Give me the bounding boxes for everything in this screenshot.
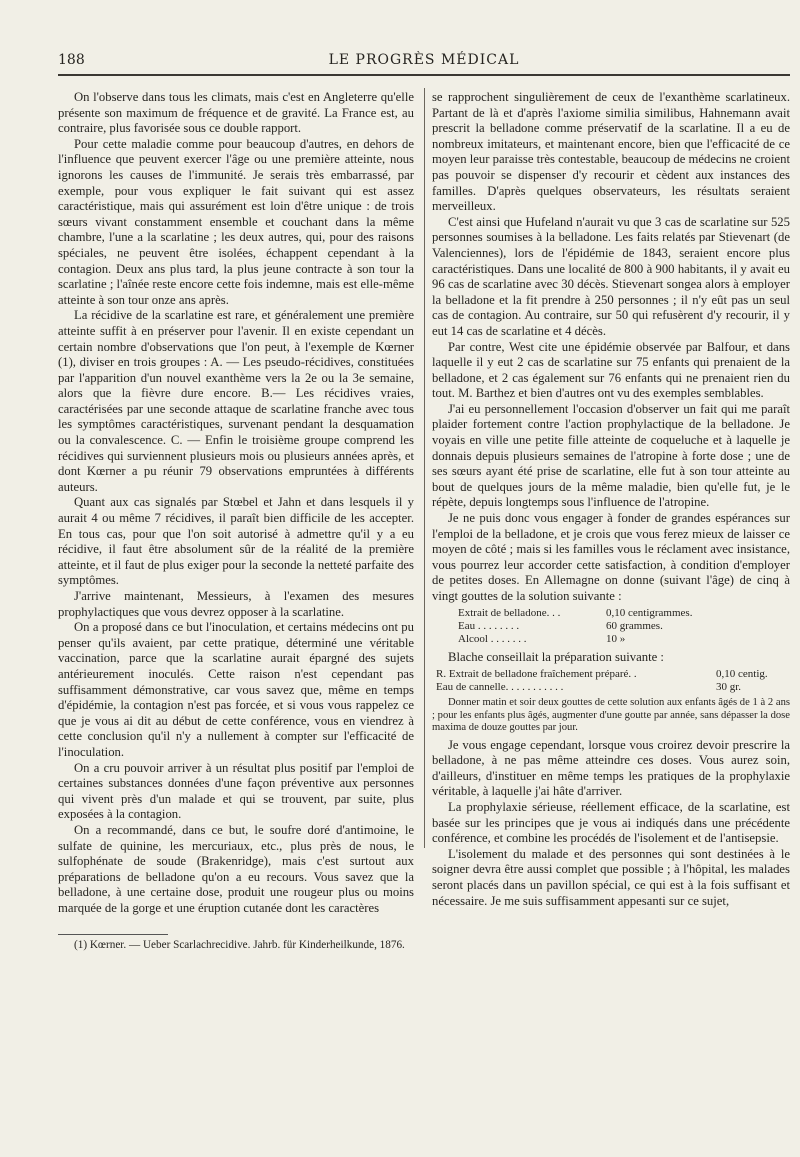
paragraph: La récidive de la scarlatine est rare, et généralement une première atteinte suffit à en préserver pour l'avenir. Il en existe cependant un certain nombre d'observations que l'on peut, à l'exemple de Kœrner (1), diviser en trois groupes : A. — Les pseudo-récidives, constituées par l'apparition d'un nouvel exanthème vers la 2e ou la 3e semaine, alors que la fièvre dure encore. B.— Les récidives vraies, caractérisées par une seconde attaque de scarlatine franche avec tous les symptômes caractéristiques, survenant pendant la desquamation ou la convalescence. C. — Enfin le troisième groupe comprend les récidives qui surviennent plusieurs mois ou plusieurs années après, et dont Kœrner a pu réunir 79 observations empruntées à différents auteurs. (58, 308, 414, 494)
recipe-belladone-solution (432, 607, 790, 646)
recipe-row (432, 633, 790, 646)
paragraph: Quant aux cas signalés par Stœbel et Jahn et dans lesquels il y aurait 4 ou même 7 récidives, il paraît bien difficile de les accepter. En tous cas, pour que l'on soit autorisé à admettre qu'il y a eu récidive, il faut être absolument sûr de la réalité de la première atteinte, et il faut de plus exiger pour la seconde la netteté parfaite des symptômes. (58, 495, 414, 588)
footnote-rule (58, 934, 168, 935)
paragraph: On a cru pouvoir arriver à un résultat plus positif par l'emploi de certaines substances données d'une façon préventive aux personnes qui vivent près d'un malade et qui se trouvent, par suite, plus exposées à la contagion. (58, 760, 414, 822)
recipe-ingredient: R. Extrait de belladone fraîchement préparé. . (436, 668, 637, 681)
paragraph: Je ne puis donc vous engager à fonder de grandes espérances sur l'emploi de la belladone, et je crois que vous ferez mieux de laisser ce moyen de côté ; mais si les familles vous le réclament avec insistance, vous pourrez leur accorder cette satisfaction, à condition d'employer de petites doses. En Allemagne on donne (suivant l'âge) de cinq à vingt gouttes de la solution suivante : (432, 511, 790, 603)
paragraph: On l'observe dans tous les climats, mais c'est en Angleterre qu'elle présente son maximum de fréquence et de gravité. La France est, au contraire, plus favorisée sous ce double rapport. (58, 90, 414, 136)
paragraph: Par contre, West cite une épidémie observée par Balfour, et dans laquelle il y eut 2 cas de scarlatine sur 75 enfants qui prenaient de la belladone, et 2 cas également sur 76 enfants qui ne prenaient rien du tout. M. Barthez et bien d'autres ont vu des exemples semblables. (432, 339, 790, 401)
paragraph: J'ai eu personnellement l'occasion d'observer un fait qui me paraît plaider fortement contre l'action prophylactique de la belladone. Je voyais en ville une petite fille atteinte de coqueluche et à laquelle je donnais depuis plusieurs semaines de l'atropine à forte dose ; une de ses sœurs ayant été prise de scarlatine, elle fut à son tour atteinte au bout de quelques jours de la même maladie, bien qu'elle fut, je le répète, depuis longtemps sous l'influence de l'atropine. (432, 401, 790, 510)
recipe-row (432, 668, 790, 681)
recipe-blache (432, 668, 790, 694)
page-number: 188 (58, 52, 85, 68)
recipe-quantity: 60 grammes. (606, 619, 663, 632)
paragraph: se rapprochent singulièrement de ceux de l'exanthème scarlatineux. Partant de là et d'après l'axiome similia similibus, Hahnemann avait prescrit la belladone comme préservatif de la scarlatine. Il a eu de nombreux imitateurs, et maintenant encore, bien que l'efficacité de ce moyen leur paraisse très contestable, beaucoup de médecins ne croient pas pouvoir se dispenser d'y recourir et cèdent aux instances des familles. D'après quelques observateurs, les résultats seraient merveilleux. (432, 90, 790, 214)
column-divider (424, 88, 425, 848)
recipe-row (432, 607, 790, 620)
recipe-row (432, 620, 790, 633)
header-rule (58, 74, 790, 76)
paragraph: Pour cette maladie comme pour beaucoup d'autres, en dehors de l'influence que peuvent exercer l'âge ou une première atteinte, nous ignorons les causes de l'immunité. Je serais très embarrassé, par exemple, pour vous expliquer le fait suivant qui est assez caractéristique, mais qui assurément est loin d'être unique : de trois sœurs vivant constamment ensemble et couchant dans la même chambre, l'une a la scarlatine ; les deux autres, qui, pour des raisons spéciales, ne peuvent être isolées, échappent cependant à la contagion. Deux ans plus tard, la plus jeune contracte à son tour la scarlatine ; l'aînée reste encore cette fois indemne, mais est elle-même atteinte à son tour onze ans après. (58, 136, 414, 307)
footnote: (1) Kœrner. — Ueber Scarlachrecidive. Jahrb. für Kinderheilkunde, 1876. (74, 939, 405, 952)
paragraph: J'arrive maintenant, Messieurs, à l'examen des mesures prophylactiques que vous devrez opposer à la scarlatine. (58, 589, 414, 619)
recipe-quantity: 10 » (606, 632, 626, 645)
paragraph: Blache conseillait la préparation suivante : (448, 649, 664, 664)
left-column (58, 90, 414, 953)
recipe-row (432, 681, 790, 694)
recipe-ingredient: Eau . . . . . . . . (458, 619, 520, 632)
recipe-quantity: 30 gr. (716, 681, 742, 694)
recipe-ingredient: Eau de cannelle. . . . . . . . . . . (436, 681, 564, 694)
paragraph: On a proposé dans ce but l'inoculation, et certains médecins ont pu penser qu'ils avaient, par cette pratique, déterminé une véritable vaccination, parce que la scarlatine aurait épargné des sujets antérieurement inoculés. Cette raison n'est cependant pas suffisamment démonstrative, car vous savez que, même en temps d'épidémie, la contagion n'est pas forcée, et si vous vous rappelez ce que je vous ai dit au début de cette conférence, vous en viendrez à cette conclusion qu'il n'y a nullement à compter sur l'efficacité de l'inoculation. (58, 620, 414, 759)
paragraph: Je vous engage cependant, lorsque vous croirez devoir prescrire la belladone, à ne pas même atteindre ces doses. Vous aurez soin, d'ailleurs, d'instituer en même temps les pratiques de la prophylaxie véritable, à laquelle j'ai hâte d'arriver. (432, 737, 790, 799)
running-title: LE PROGRÈS MÉDICAL (328, 52, 520, 68)
page-header (58, 52, 790, 74)
recipe-ingredient: Extrait de belladone. . . (458, 606, 561, 619)
paragraph: On a recommandé, dans ce but, le soufre doré d'antimoine, le sulfate de quinine, les mercuriaux, etc., plus près de nous, le sulfophénate de soude (Brakenridge), mais c'est surtout aux préparations de belladone qu'on a eu recours. Vous savez que la belladone, à une certaine dose, produit une rougeur plus ou moins marquée de la gorge et une éruption cutanée dont les caractères (58, 822, 414, 915)
recipe-ingredient: Alcool . . . . . . . (458, 632, 527, 645)
right-column (432, 90, 790, 909)
recipe-quantity: 0,10 centigrammes. (606, 606, 693, 619)
dosage-note: Donner matin et soir deux gouttes de cette solution aux enfants âgés de 1 à 2 ans ; pour les enfants plus âgés, augmenter d'une goutte par année, sans dépasser la dose maxima de douze gouttes par jour. (432, 697, 790, 734)
paragraph: C'est ainsi que Hufeland n'aurait vu que 3 cas de scarlatine sur 525 personnes soumises à la belladone. Les faits relatés par Stievenart (de Valenciennes), lors de l'épidémie de 1843, seraient encore plus caractéristiques. Dans une localité de 800 à 900 habitants, il y avait eu 96 cas de scarlatine avec 30 décès. Stievenart songea alors à employer la belladone et la fit prendre à 250 personnes ; il n'y eût pas un seul cas de contagion. Au contraire, sur 50 qui refusèrent d'y recourir, il y eut 14 cas de scarlatine et 4 décès. (432, 214, 790, 338)
paragraph: L'isolement du malade et des personnes qui sont destinées à le soigner devra être aussi complet que possible ; à l'hôpital, les malades seront placés dans un pavillon spécial, ce qui est à la fois suffisant et nécessaire. Je me suis suffisamment appesanti sur ce sujet, (432, 846, 790, 908)
recipe-quantity: 0,10 centig. (716, 668, 768, 681)
paragraph: La prophylaxie sérieuse, réellement efficace, de la scarlatine, est basée sur les principes que je vous ai indiqués dans une précédente conférence, et combine les procédés de l'isolement et de l'antisepsie. (432, 800, 790, 846)
